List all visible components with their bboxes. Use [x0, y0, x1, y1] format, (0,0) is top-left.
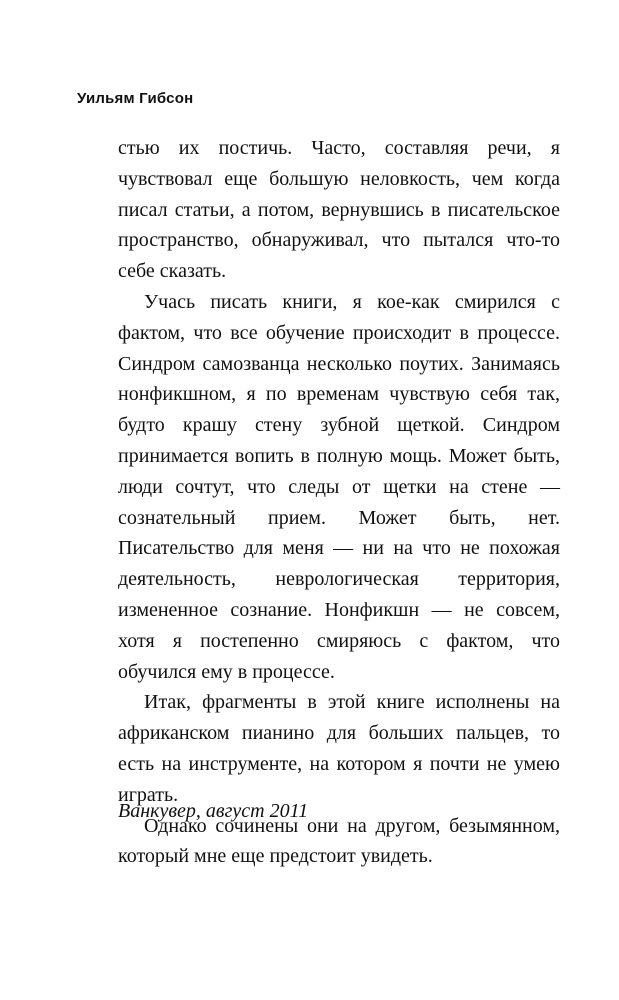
paragraph-2: Учась писать книги, я кое-как смирился с фактом, что все обучение происходит в процессе. Синдром самозванца несколько поутих. Занимаясь нонфикшном, я по временам чувствую себя так, будто крашу стену зубной щеткой. Синдром принимается вопить в полную мощь. Может быть, люди сочтут, что следы от щетки на стене — сознательный прием. Может быть, нет. Писательство для меня — ни на что не похожая деятельность, неврологическая территория, измененное сознание. Нонфикшн — не совсем, хотя я постепенно смиряюсь с фактом, что обучился ему в процессе.	[118, 290, 560, 683]
body-text	[118, 133, 560, 872]
paragraph-3: Итак, фрагменты в этой книге исполнены на африканском пианино для больших пальцев, то есть на инструменте, на котором я почти не умею играть.	[118, 691, 560, 806]
paragraph-4: Однако сочинены они на другом, безымянном, который мне еще предстоит увидеть.	[118, 814, 560, 868]
signature-place-date: Ванкувер, август 2011	[118, 800, 309, 822]
running-head: Уильям Гибсон	[77, 90, 194, 107]
paragraph-1: стью их постичь. Часто, составляя речи, я чувствовал еще большую неловкость, чем когда писал статьи, а потом, вернувшись в писательское пространство, обнаруживал, что пытался что-то себе сказать.	[118, 137, 560, 283]
